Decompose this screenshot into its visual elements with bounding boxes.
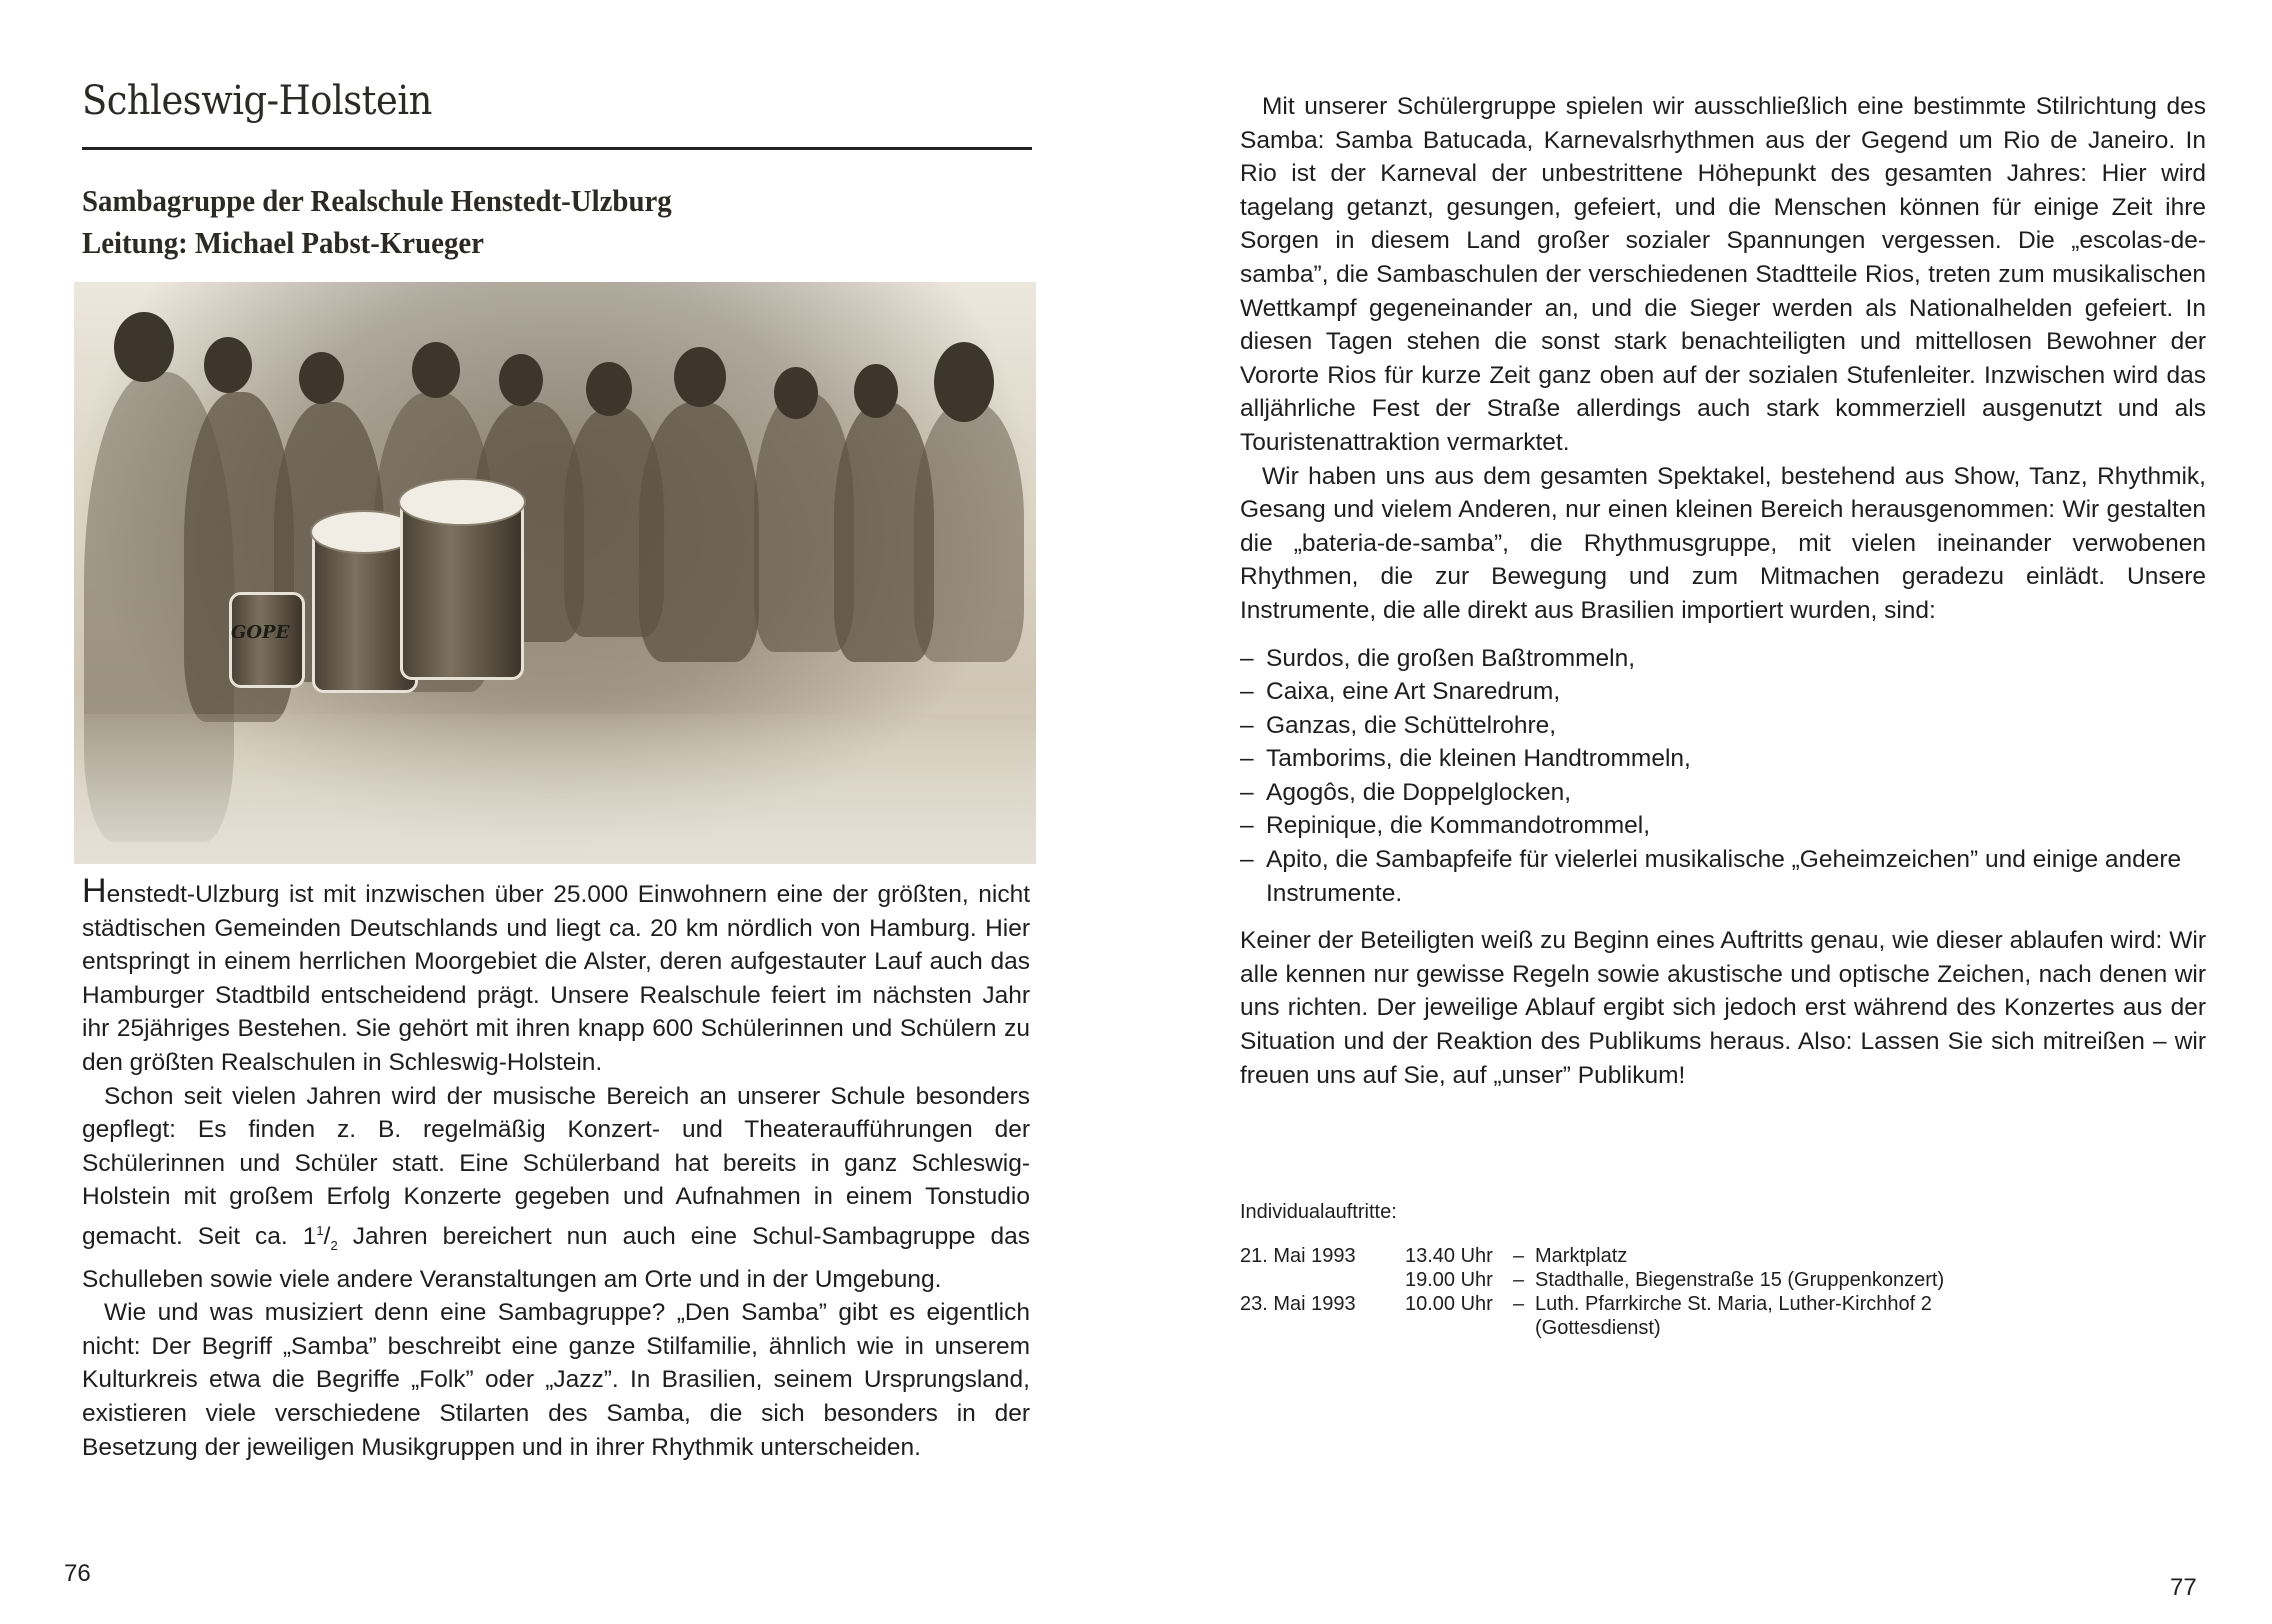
paragraph-closing: Keiner der Beteiligten weiß zu Beginn eines Auftritts genau, wie dieser ablaufen wird: Wir alle kennen nur gewisse Regeln sowie akustische und optische Zeichen, nach denen wir uns richten. Der jeweilige Ablauf ergibt sich jedoch erst während des Konzertes aus der Situation und der Reaktion des Publikums heraus. Also: Lassen Sie sich mitreißen – wir freuen uns auf Sie, auf „unser” Publikum! xyxy=(1240,927,2206,1089)
fraction-one-and-half: $1^1/_2$ xyxy=(302,1222,338,1253)
paragraph-bateria: Wir haben uns aus dem gesamten Spektakel, bestehend aus Show, Tanz, Rhythmik, Gesang und vielem Anderen, nur einen kleinen Bereich herausgenommen: Wir gestalten die „bateria-de-samba”, die Rhythmusgruppe, mit vielen ineinander verwobenen Rhythmen, die zur Bewegung und zum Mitmachen geradezu einlädt. Unsere Instrumente, die alle direkt aus Brasilien importiert wurden, sind: xyxy=(1240,462,2206,624)
dropcap: H xyxy=(82,872,107,910)
paragraph-intro: Henstedt-Ulzburg ist mit inzwischen über 25.000 Einwohnern eine der größten, nicht städtischen Gemeinden Deutschlands und liegt ca. 20 km nördlich von Hamburg. Hier entspringt in einem herrlichen Moorgebiet die Alster, deren aufgestauter Lauf auch das Hamburger Stadtbild entscheidend prägt. Unsere Realschule feiert im nächsten Jahr ihr 25jähriges Bestehen. Sie gehört mit ihren knapp 600 Schülerinnen und Schülern zu den größten Realschulen in Schleswig-Holstein. xyxy=(82,872,1030,1076)
list-item: – Ganzas, die Schüttelrohre, xyxy=(1240,711,1557,739)
leader-subtitle: Leitung: Michael Pabst-Krueger xyxy=(82,225,484,260)
table-row: 19.00 Uhr – Stadthalle, Biegenstraße 15 (Gruppenkonzert) xyxy=(1405,1269,1945,1291)
list-item: – Agogôs, die Doppelglocken, xyxy=(1240,778,1572,806)
list-item: – Caixa, eine Art Snaredrum, xyxy=(1240,678,1561,706)
title-rule xyxy=(82,147,1032,150)
list-item: – Apito, die Sambapfeife für vielerlei musikalische „Geheimzeichen” und einige andere Instrumente. xyxy=(1240,846,2182,907)
left-body-text xyxy=(82,872,1030,1464)
page-number-right: 77 xyxy=(2170,1574,2197,1601)
group-name-subtitle: Sambagruppe der Realschule Henstedt-Ulzburg xyxy=(82,183,672,218)
list-item: – Repinique, die Kommandotrommel, xyxy=(1240,812,1651,840)
list-item: – Surdos, die großen Baßtrommeln, xyxy=(1240,644,1636,672)
table-row: 21. Mai 1993 13.40 Uhr – Marktplatz xyxy=(1240,1245,1628,1267)
events-table xyxy=(1240,1244,1944,1340)
right-body-text xyxy=(1240,90,2206,1092)
page-number-left: 76 xyxy=(64,1560,91,1587)
section-title: Schleswig-Holstein xyxy=(82,78,432,124)
events-section xyxy=(1240,1200,1944,1340)
instrument-list xyxy=(1240,642,2206,911)
right-page xyxy=(1136,0,2272,1624)
paragraph-samba-styles: Wie und was musiziert denn eine Sambagruppe? „Den Samba” gibt es eigentlich nicht: Der Begriff „Samba” beschreibt eine ganze Stilfamilie, ähnlich wie in unserem Kulturkreis etwa die Begriffe „Folk” oder „Jazz”. In Brasilien, seinem Ursprungsland, existieren viele verschiedene Stilarten des Samba, die sich besonders in der Besetzung der jeweiligen Musikgruppen und in ihrer Rhythmik unterscheiden. xyxy=(82,1299,1030,1461)
paragraph-music: Schon seit vielen Jahren wird der musische Bereich an unserer Schule besonders gepflegt: Es finden z. B. regelmäßig Konzert- und Theateraufführungen der Schülerinnen und Schüler statt. Eine Schülerband hat bereits in ganz Schleswig-Holstein mit großem Erfolg Konzerte gegeben und Aufnahmen in einem Tonstudio gemacht. Seit ca. $1^1/_2$ Jahren bereichert nun auch eine Schul-Sambagruppe das Schulleben sowie viele andere Veranstaltungen am Orte und in der Umgebung. xyxy=(82,1082,1030,1293)
drum-logo: GOPE xyxy=(231,622,290,643)
events-heading: Individualauftritte: xyxy=(1240,1201,1397,1223)
paragraph-batucada: Mit unserer Schülergruppe spielen wir ausschließlich eine bestimmte Stilrichtung des Samba: Samba Batucada, Karnevalsrhythmen aus der Gegend um Rio de Janeiro. In Rio ist der Karneval der unbestrittene Höhepunkt des gesamten Jahres: Hier wird tagelang getanzt, gesungen, gefeiert, und die Menschen können für einige Zeit ihre Sorgen in diesem Land großer sozialer Spannungen vergessen. Die „escolas-de-samba”, die Sambaschulen der verschiedenen Stadtteile Rios, treten zum musikalischen Wettkampf gegeneinander an, und die Sieger werden als Nationalhelden gefeiert. In diesen Tagen stehen die sonst stark benachteiligten und mittellosen Bewohner der Vororte Rios für kurze Zeit ganz oben auf der sozialen Stufenleiter. Inzwischen wird das alljährliche Fest der Straße allerdings auch stark kommerziell ausgenutzt und als Touristenattraktion vermarktet. xyxy=(1240,93,2206,456)
table-row: 23. Mai 1993 10.00 Uhr – Luth. Pfarrkirche St. Maria, Luther-Kirchhof 2 xyxy=(1240,1293,1932,1315)
table-row: (Gottesdienst) xyxy=(1535,1317,1661,1339)
group-photo xyxy=(74,282,1036,864)
list-item: – Tamborims, die kleinen Handtrommeln, xyxy=(1240,745,1691,773)
